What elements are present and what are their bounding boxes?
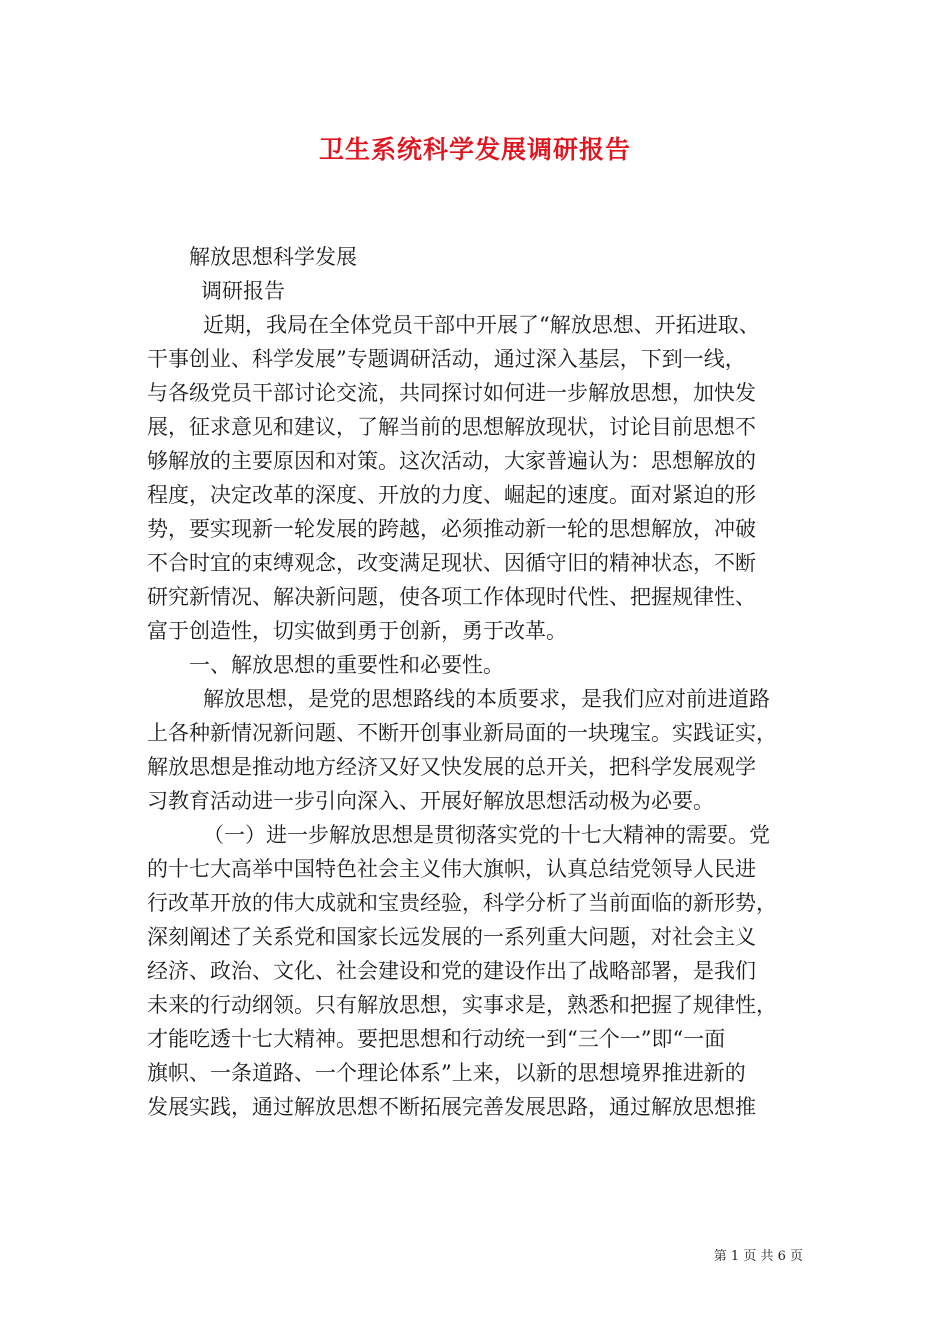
paragraph-line: 才能吃透十七大精神。要把思想和行动统一到“三个一”即“一面 [147,1027,726,1051]
section-heading: 一、解放思想的重要性和必要性。 [189,653,504,677]
paragraph-line: 深刻阐述了关系党和国家长远发展的一系列重大问题，对社会主义 [147,925,756,949]
paragraph-line: 上各种新情况新问题、不断开创事业新局面的一块瑰宝。实践证实， [147,721,777,745]
paragraph-line: 行改革开放的伟大成就和宝贵经验，科学分析了当前面临的新形势， [147,891,777,915]
paragraph-line: 展，征求意见和建议，了解当前的思想解放现状，讨论目前思想不 [147,415,756,439]
paragraph-line: 发展实践，通过解放思想不断拓展完善发展思路，通过解放思想推 [147,1095,756,1119]
paragraph-line: 未来的行动纲领。只有解放思想，实事求是，熟悉和把握了规律性， [147,993,777,1017]
paragraph-line: 不合时宜的束缚观念，改变满足现状、因循守旧的精神状态，不断 [147,551,756,575]
paragraph-line: 解放思想，是党的思想路线的本质要求，是我们应对前进道路 [203,687,770,711]
paragraph-line: 与各级党员干部讨论交流，共同探讨如何进一步解放思想，加快发 [147,381,756,405]
paragraph-line: 近期，我局在全体党员干部中开展了“解放思想、开拓进取、 [203,313,760,337]
paragraph-line: （一）进一步解放思想是贯彻落实党的十七大精神的需要。党 [203,823,770,847]
paragraph-line: 干事创业、科学发展”专题调研活动，通过深入基层，下到一线， [147,347,746,371]
paragraph-line: 旗帜、一条道路、一个理论体系”上来，以新的思想境界推进新的 [147,1061,746,1085]
paragraph-line: 经济、政治、文化、社会建设和党的建设作出了战略部署，是我们 [147,959,756,983]
document-title: 卫生系统科学发展调研报告 [318,135,631,164]
paragraph-line: 程度，决定改革的深度、开放的力度、崛起的速度。面对紧迫的形 [147,483,756,507]
subtitle-line-1: 解放思想科学发展 [189,245,357,269]
paragraph-line: 的十七大高举中国特色社会主义伟大旗帜，认真总结党领导人民进 [147,857,756,881]
page-number: 第 1 页 共 6 页 [713,1249,803,1264]
paragraph-line: 势，要实现新一轮发展的跨越，必须推动新一轮的思想解放，冲破 [147,517,756,541]
document-body [147,240,807,1124]
paragraph-line: 解放思想是推动地方经济又好又快发展的总开关，把科学发展观学 [147,755,756,779]
paragraph-line: 富于创造性，切实做到勇于创新，勇于改革。 [147,619,567,643]
paragraph-line: 研究新情况、解决新问题，使各项工作体现时代性、把握规律性、 [147,585,756,609]
paragraph-line: 习教育活动进一步引向深入、开展好解放思想活动极为必要。 [147,789,714,813]
subtitle-line-2: 调研报告 [201,279,285,303]
paragraph-line: 够解放的主要原因和对策。这次活动，大家普遍认为：思想解放的 [147,449,756,473]
